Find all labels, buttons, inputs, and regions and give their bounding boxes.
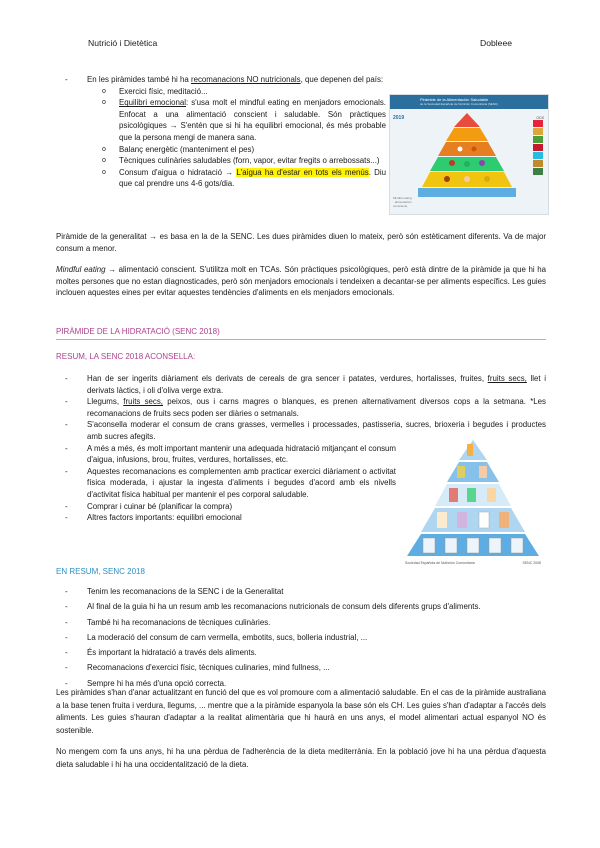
sublist-item: o Equilibri emocional: s'usa molt el mindful eating en menjadors emocionals. Enfocat a una alimentació conscient i saludable. Són pràctiques psicològiques → S'entén que si hi ha equilibri emocional, és més probable que la persona mengi de manera sana.: [87, 97, 386, 143]
paragraph: Les piràmides s'han d'anar actualitzant en funció del que es vol promoure com a alimentació saludable. En el cas de la piràmide australiana a la base tenen fruita i verdura, llegums, ... mentre que a la piràmide espanyola la base són els CH. Les guies s'han d'adaptar a l'accés dels aliments. Les guies s'hauran d'adaptar a la realitat alimentària que hi haurà en uns anys, el model alimentari actual espanyol NO és sostenible.: [56, 688, 546, 735]
list-item: - Comprar i cuinar bé (planificar la compra): [56, 501, 396, 513]
paragraph: No mengem com fa uns anys, hi ha una pèrdua de l'adherència de la dieta mediterrània. En la població jove hi ha una pèrdua d'aquesta dieta saludable i hi ha una occidentalització de la dieta.: [56, 747, 546, 769]
list-item: - Tenim les recomanacions de la SENC i de la Generalitat: [56, 586, 546, 598]
list-item: - També hi ha recomanacions de tècniques culinàries.: [56, 617, 546, 629]
list-item: - Recomanacions d'exercici físic, tècniques culinaries, mind fullness, ...: [56, 662, 546, 674]
list-item: - Han de ser ingerits diàriament els derivats de cereals de gra sencer i patates, verdures, hortalisses, fruites, fruits secs, llet i derivats làctics, i oli d'oliva verge extra.: [56, 373, 546, 396]
ods-icons: [533, 120, 543, 175]
figure-year: 2019: [393, 115, 405, 121]
emphasis: Mindful eating: [56, 265, 106, 274]
section-heading: EN RESUM, SENC 2018: [56, 567, 145, 576]
section-heading: PIRÀMIDE DE LA HIDRATACIÓ (SENC 2018): [56, 327, 220, 336]
ods-label: ODS: [536, 116, 544, 120]
section-heading: RESUM, LA SENC 2018 ACONSELLA:: [56, 352, 196, 361]
header-author: Dobleee: [480, 38, 513, 48]
sublist-item: o Tècniques culinàries saludables (forn, vapor, evitar fregits o arrebossats...): [87, 155, 386, 167]
list-item: - Llegums, fruits secs, peixos, ous i carns magres o blanques, es prenen alternativament diversos cops a la setmana. *Les recomanacions de fruits secs poden ser diàries o setmanals.: [56, 396, 546, 419]
food-pyramid-icon: [412, 111, 522, 199]
paragraph: Mindful eating → alimentació conscient. S'utilitza molt en TCAs. Són pràctiques psicològiques, però està dintre de la piràmide ja que hi ha moltes persones que no estan diagnosticades, però són menjadors emocionals i tendeixen a decantar-se per aliments específics. Les guies inclouen aquestes eines per evitar aquestes tendències d'aliments en els menjadors emocionals.: [56, 265, 546, 298]
intro-block: [56, 74, 386, 190]
figure-caption: SENC 2008: [522, 561, 541, 566]
list-item: - En les piràmides també hi ha recomanacions NO nutricionals, que depenen del país:: [56, 74, 386, 86]
paragraph: Piràmide de la generalitat → es basa en la de la SENC. Les dues piràmides diuen lo mateix, però són estèticament diferents. Va de major consum a menor.: [56, 232, 546, 253]
list-item: - S'aconsella moderar el consum de crans grasses, vermelles i processades, pastisseria, sucres, brioxeria i begudes i productes amb sucres afegits.: [56, 419, 546, 442]
hydration-pyramid-icon: [401, 436, 545, 560]
list-item: - A més a més, és molt important mantenir una adequada hidratació mitjançant el consum d'aigua, infusions, brou, fruites, verdures, hortalisses, etc.: [56, 443, 396, 466]
list-item: - Sempre hi ha més d'una opció correcta.: [56, 678, 546, 690]
list-item: - Altres factors importants: equilibri emocional: [56, 512, 396, 524]
senc-pyramid-figure: [389, 94, 549, 215]
sublist-item: o Consum d'aigua o hidratació → L'aigua ha d'estar en tots els menús. Diu que cal prendre uns 4-6 gots/dia.: [87, 167, 386, 190]
hydration-pyramid-figure: [401, 436, 545, 572]
list-item: - Aquestes recomanacions es complementen amb practicar exercici diàriament o activitat física moderada, i ajustar la ingesta d'aliments i begudes d'acord amb els nivells d'activitat física habitual per mantenir el pes corporal saludable.: [56, 466, 396, 501]
summary-list: [56, 586, 546, 689]
list-item: - És important la hidratació a través dels aliments.: [56, 647, 546, 659]
header-subject: Nutrició i Dietètica: [88, 38, 158, 48]
list-item: - Al final de la guia hi ha un resum amb les recomanacions nutricionals de consum dels diferents grups d'aliments.: [56, 601, 546, 613]
list-item: - La moderació del consum de carn vermella, embotits, sucs, bolleria industrial, ...: [56, 632, 546, 644]
underlined-term: recomanacions NO nutricionals: [190, 75, 301, 84]
figure-title: Pirámide de la Alimentación Saludable: [420, 97, 489, 102]
sublist-item: o Exercici físic, meditació...: [87, 86, 386, 98]
figure-caption: Mindful eating · alimentación consciente: [393, 196, 412, 208]
section-divider: [56, 339, 546, 340]
figure-caption: Sociedad Española de Nutrición Comunitaria: [405, 561, 475, 566]
sublist-item: o Balanç energètic (manteniment el pes): [87, 144, 386, 156]
figure-subtitle: de la Sociedad Española de Nutrición Comunitaria (SENC): [420, 102, 499, 106]
highlighted-text: L'aigua ha d'estar en tots els menús: [236, 167, 369, 177]
